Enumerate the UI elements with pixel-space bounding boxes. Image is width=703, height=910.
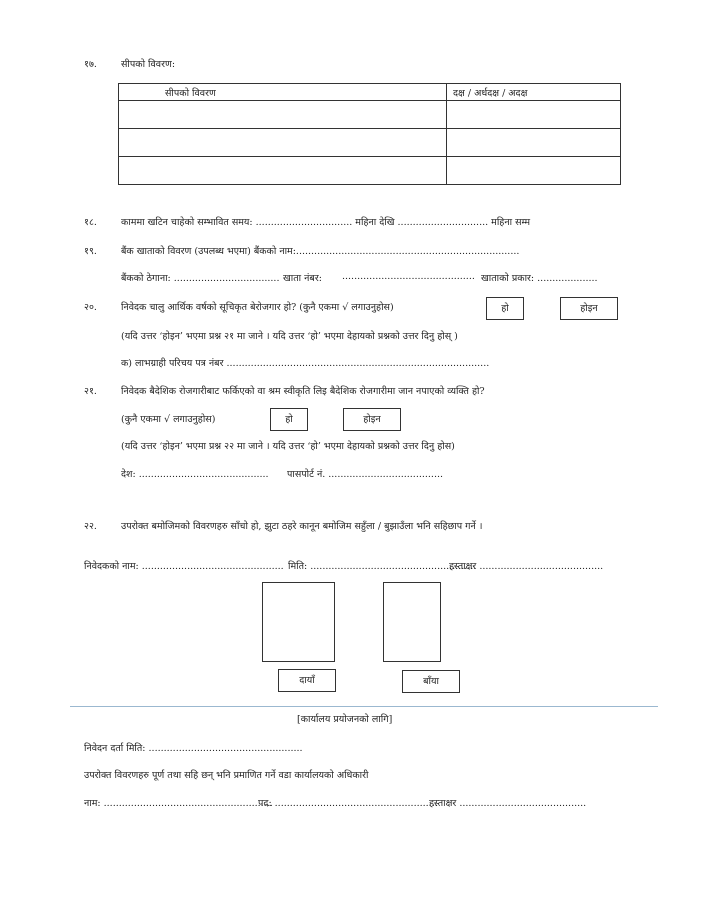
applicant-date: मिति: ....................................................... (288, 561, 477, 572)
office-divider (70, 706, 658, 707)
right-thumbprint-box[interactable] (262, 582, 335, 662)
q21-yes-box[interactable]: हो (270, 408, 308, 431)
q20-no-box[interactable]: होइन (560, 297, 618, 320)
q21-country: देश: ........................................... (121, 469, 269, 480)
level-cell[interactable] (447, 157, 621, 185)
table-row (119, 157, 621, 185)
q20-number: २०. (84, 302, 97, 313)
skill-cell[interactable] (119, 101, 447, 129)
q19-account-number-dots: ............................................ (342, 271, 475, 282)
skill-cell[interactable] (119, 129, 447, 157)
applicant-name: निवेदकको नाम: ............................................... (84, 561, 284, 572)
table-row (119, 101, 621, 129)
q21-no-box[interactable]: होइन (343, 408, 401, 431)
skill-cell[interactable] (119, 157, 447, 185)
q21-passport: पासपोर्ट नं. ...................................... (287, 469, 444, 480)
skill-header-description: सीपको विवरण (119, 84, 447, 101)
q20-beneficiary-id: क) लाभग्राही परिचय पत्र नंबर ....................................................................................... (121, 358, 490, 369)
left-thumbprint-box[interactable] (383, 582, 441, 662)
q20-note: (यदि उत्तर ‘होइन’ भएमा प्रश्न २१ मा जाने । यदि उत्तर ‘हो’ भएमा देहायको प्रश्नको उत्तर दिनु होस् ) (121, 331, 458, 342)
skill-table (118, 83, 621, 185)
q18-number: १८. (84, 217, 97, 228)
officer-name: नाम: ........................................................ (84, 798, 273, 809)
office-registration-date: निवेदन दर्ता मिति: ................................................... (84, 743, 303, 754)
q20-yes-box[interactable]: हो (486, 297, 524, 320)
q21-question: निवेदक बैदेशिक रोजगारीबाट फर्किएको वा श्रम स्वीकृति लिइ बैदेशिक रोजगारीमा जान नपाएको व्यक्ति हो? (121, 386, 485, 397)
q21-number: २१. (84, 386, 97, 397)
applicant-signature: हस्ताक्षर ......................................... (449, 561, 604, 572)
officer-post: पद: ...................................................... (258, 798, 438, 809)
q19-account-number-label: खाता नंबर: (283, 273, 322, 284)
q18-work-period: काममा खटिन चाहेको सम्भावित समय: ................................ महिना देखि .............................. महिना सम्म (121, 217, 531, 228)
q19-number: १९. (84, 246, 97, 257)
table-row (119, 129, 621, 157)
q19-account-type: खाताको प्रकार: .................... (481, 273, 598, 284)
office-header: [कार्यालय प्रयोजनको लागि] (297, 714, 393, 725)
level-cell[interactable] (447, 129, 621, 157)
left-thumb-label: बाँया (402, 670, 460, 693)
q17-title: सीपको विवरण: (121, 59, 176, 70)
skill-header-level: दक्ष / अर्धदक्ष / अदक्ष (447, 84, 621, 101)
q19-bank-address: बैंकको ठेगाना: ................................... (121, 273, 280, 284)
q21-note: (यदि उत्तर ‘होइन’ भएमा प्रश्न २२ मा जाने । यदि उत्तर ‘हो’ भएमा देहायको प्रश्नको उत्तर दिनु होस) (121, 441, 455, 452)
right-thumb-label: दायाँ (278, 669, 336, 692)
level-cell[interactable] (447, 101, 621, 129)
q19-bank-name: बैंक खाताको विवरण (उपलब्ध भएमा) बैंकको नाम:.......................................................................... (121, 246, 520, 257)
q20-question: निवेदक चालु आर्थिक वर्षको सूचिकृत बेरोजगार हो? (कुनै एकमा √ लगाउनुहोस) (121, 302, 394, 313)
officer-signature: हस्ताक्षर .......................................... (429, 798, 587, 809)
q21-instruction: (कुनै एकमा √ लगाउनुहोस) (121, 414, 216, 425)
q17-number: १७. (84, 59, 97, 70)
q22-declaration: उपरोक्त बमोजिमको विवरणहरु साँचो हो, झुटा ठहरे कानून बमोजिम सहुँला / बुझाउँला भनि सहिछाप गर्ने । (121, 521, 483, 532)
office-certification: उपरोक्त विवरणहरु पूर्ण तथा सहि छन् भनि प्रमाणित गर्ने वडा कार्यालयको अधिकारी (84, 770, 369, 781)
q22-number: २२. (84, 521, 97, 532)
